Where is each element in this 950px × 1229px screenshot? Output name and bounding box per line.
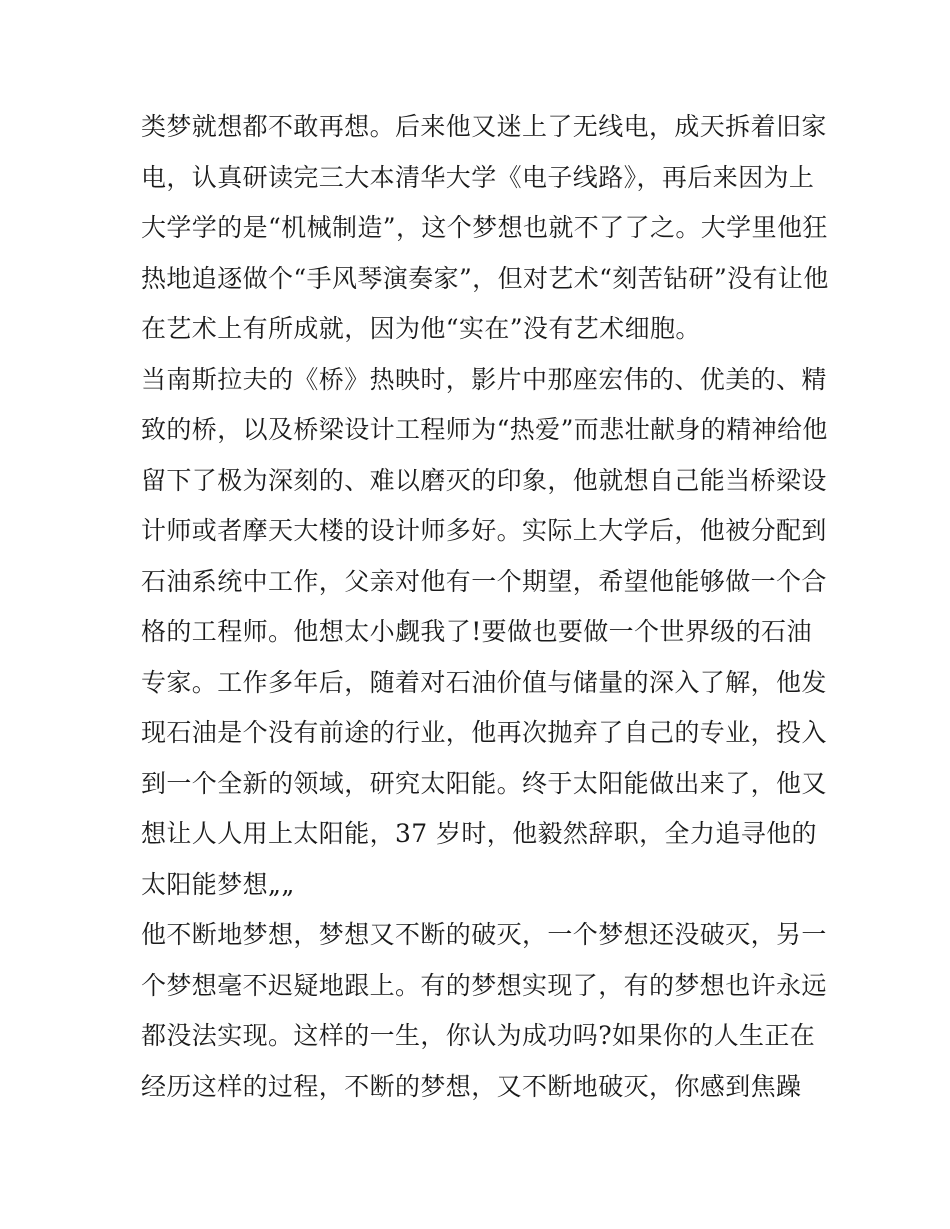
text-line: 都没法实现。这样的一生，你认为成功吗?如果你的人生正在 xyxy=(141,1021,816,1050)
text-line: 现石油是个没有前途的行业，他再次抛弃了自己的专业，投入 xyxy=(141,718,827,747)
text-line: 石油系统中工作，父亲对他有一个期望，希望他能够做一个合 xyxy=(141,566,827,596)
text-line: 留下了极为深刻的、难以磨灭的印象，他就想自己能当桥梁设 xyxy=(141,465,827,495)
text-line: 专家。工作多年后，随着对石油价值与储量的深入了解，他发 xyxy=(141,667,827,697)
document-body xyxy=(141,102,829,1112)
text-line: 热地追逐做个“手风琴演奏家”，但对艺术“刻苦钻研”没有让他 xyxy=(141,263,829,293)
text-line: 到一个全新的领域，研究太阳能。终于太阳能做出来了，他又 xyxy=(141,768,827,798)
text-line: 个梦想毫不迟疑地跟上。有的梦想实现了，有的梦想也许永远 xyxy=(141,970,827,1000)
text-line: 致的桥，以及桥梁设计工程师为“热爱”而悲壮献身的精神给他 xyxy=(141,415,828,444)
text-line: 当南斯拉夫的《桥》热映时，影片中那座宏伟的、优美的、精 xyxy=(141,364,827,394)
text-line: 电，认真研读完三大本清华大学《电子线路》，再后来因为上 xyxy=(141,162,815,192)
text-line: 类梦就想都不敢再想。后来他又迷上了无线电，成天拆着旧家 xyxy=(141,112,827,141)
text-line: 格的工程师。他想太小觑我了!要做也要做一个世界级的石油 xyxy=(141,617,812,646)
text-line: 经历这样的过程，不断的梦想，又不断地破灭，你感到焦躁 xyxy=(141,1071,802,1101)
text-line: 大学学的是“机械制造”，这个梦想也就不了了之。大学里他狂 xyxy=(141,213,828,242)
text-line: 太阳能梦想„„ xyxy=(141,869,295,899)
text-line: 在艺术上有所成就，因为他“实在”没有艺术细胞。 xyxy=(141,314,701,343)
text-line: 想让人人用上太阳能，37 岁时，他毅然辞职，全力追寻他的 xyxy=(141,819,817,848)
text-line: 计师或者摩天大楼的设计师多好。实际上大学后，他被分配到 xyxy=(141,516,827,545)
text-line: 他不断地梦想，梦想又不断的破灭，一个梦想还没破灭，另一 xyxy=(141,920,827,949)
